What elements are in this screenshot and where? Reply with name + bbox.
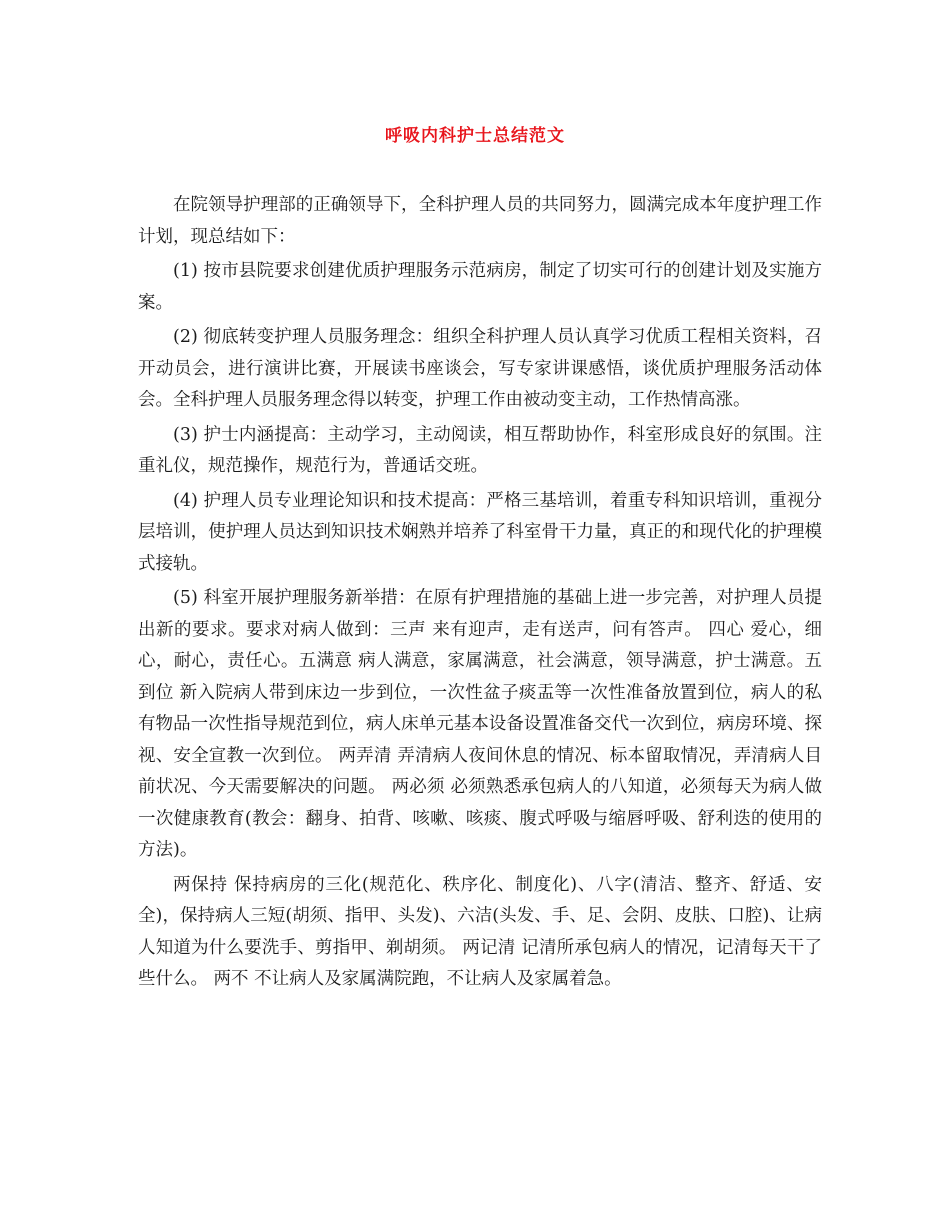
paragraph-item-2: (2) 彻底转变护理人员服务理念：组织全科护理人员认真学习优质工程相关资料，召开动员会，进行演讲比赛，开展读书座谈会，写专家讲课感悟，谈优质护理服务活动体会。全科护理人员服务理念得以转变，护理工作由被动变主动，工作热情高涨。 [138, 327, 822, 410]
paragraph-item-3: (3) 护士内涵提高：主动学习，主动阅读，相互帮助协作，科室形成良好的氛围。注重礼仪，规范操作，规范行为，普通话交班。 [138, 424, 822, 476]
document-body [138, 190, 822, 999]
paragraph-item-4: (4) 护理人员专业理论知识和技术提高：严格三基培训，着重专科知识培训，重视分层培训，使护理人员达到知识技术娴熟并培养了科室骨干力量，真正的和现代化的护理模式接轨。 [138, 490, 822, 574]
document-title: 呼吸内科护士总结范文 [385, 126, 565, 146]
paragraph-item-5: (5) 科室开展护理服务新举措：在原有护理措施的基础上进一步完善，对护理人员提出新的要求。要求对病人做到：三声 来有迎声，走有送声，问有答声。 四心 爱心，细心，耐心，责任心。五满意 病人满意，家属满意，社会满意，领导满意，护士满意。五到位 新入院病人带到床边一步到位，一次性盆子痰盂等一次性准备放置到位，病人的私有物品一次性指导规范到位，病人床单元基本设备设置准备交代一次到位，病房环境、探视、安全宣教一次到位。 两弄清 弄清病人夜间休息的情况、标本留取情况，弄清病人目前状况、今天需要解决的问题。 两必须 必须熟悉承包病人的八知道，必须每天为病人做一次健康教育(教会：翻身、拍背、咳嗽、咳痰、腹式呼吸与缩唇呼吸、舒利迭的使用的方法)。 [138, 588, 822, 860]
paragraph-item-1: (1) 按市县院要求创建优质护理服务示范病房，制定了切实可行的创建计划及实施方案。 [138, 261, 822, 313]
paragraph-two-keeps: 两保持 保持病房的三化(规范化、秩序化、制度化)、八字(清洁、整齐、舒适、安全)，保持病人三短(胡须、指甲、头发)、六洁(头发、手、足、会阴、皮肤、口腔)、让病人知道为什么要洗手、剪指甲、剃胡须。 两记清 记清所承包病人的情况，记清每天干了些什么。 两不 不让病人及家属满院跑，不让病人及家属着急。 [138, 874, 822, 989]
paragraph-intro: 在院领导护理部的正确领导下，全科护理人员的共同努力，圆满完成本年度护理工作计划，现总结如下： [138, 195, 822, 247]
